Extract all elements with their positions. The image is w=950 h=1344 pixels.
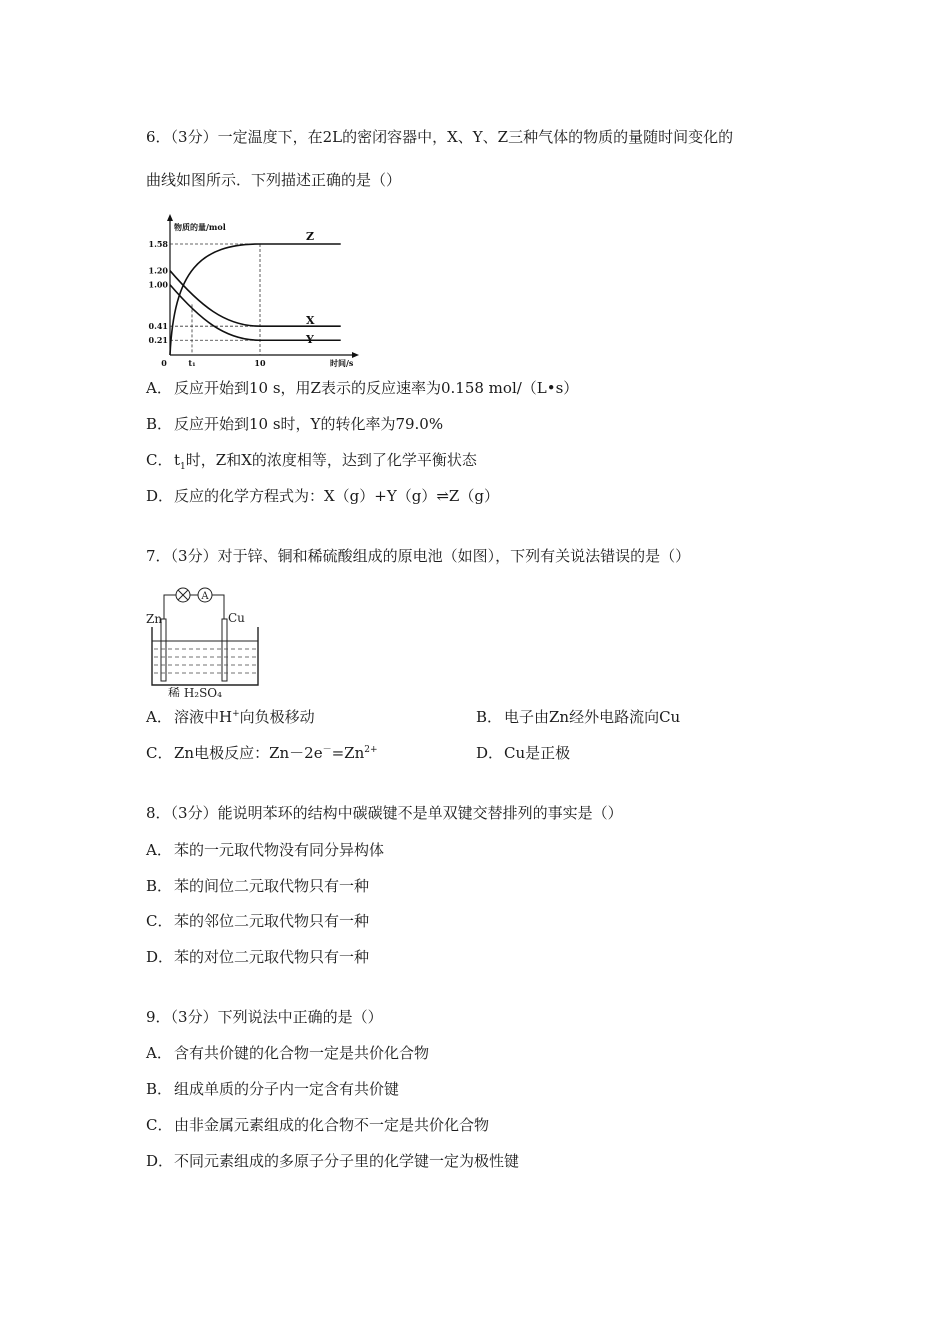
q7-galvanic-cell-figure (146, 585, 266, 697)
q6-option-b: B． 反应开始到10 s时，Y的转化率为79.0% (146, 415, 444, 433)
q7-stem: 7．（3分）对于锌、铜和稀硫酸组成的原电池（如图），下列有关说法错误的是（） (146, 547, 691, 565)
y-axis-arrow (167, 214, 173, 221)
x-tick-label: 10 (254, 358, 266, 368)
y-tick-label: 0.41 (148, 321, 168, 332)
electrolyte-label: 稀 H₂SO₄ (168, 686, 222, 697)
x-tick-label: t₁ (188, 358, 196, 368)
series-line-z (170, 244, 341, 355)
q9-option-d: D．不同元素组成的多原子分子里的化学键一定为极性键 (146, 1152, 520, 1170)
series-line-y (170, 285, 341, 341)
series-label-x: X (306, 314, 315, 328)
y-axis-label: 物质的量/mol (174, 222, 226, 232)
q7-option-b: B． 电子由Zn经外电路流向Cu (476, 708, 681, 726)
q9-stem: 9．（3分）下列说法中正确的是（） (146, 1008, 383, 1026)
q7-option-d: D．Cu是正极 (476, 744, 571, 762)
cu-label: Cu (228, 611, 245, 625)
q6-chart (146, 210, 366, 370)
q6-stem-line1: 6．（3分）一定温度下，在2L的密闭容器中，X、Y、Z三种气体的物质的量随时间变化的 (146, 128, 734, 146)
series-label-z: Z (306, 230, 315, 243)
series-line-x (170, 271, 341, 327)
q7-option-c: C． Zn电极反应：$Zn-2e^-=Zn^{2+}$ (146, 744, 378, 762)
series-label-y: Y (306, 333, 314, 347)
x-tick-label: 0 (161, 358, 167, 368)
q8-option-c: C． 苯的邻位二元取代物只有一种 (146, 912, 370, 930)
svg-text:A: A (201, 591, 209, 602)
zn-label: Zn (146, 612, 163, 626)
cu-electrode (222, 619, 227, 681)
y-tick-label: 1.20 (148, 265, 168, 276)
q6-option-d: D．反应的化学方程式为：X（g）+Y（g）⇌Z（g） (146, 487, 499, 505)
y-tick-label: 0.21 (148, 335, 168, 346)
x-axis-label: 时间/s (330, 358, 354, 368)
q8-option-a: A． 苯的一元取代物没有同分异构体 (146, 841, 385, 859)
q8-stem: 8．（3分）能说明苯环的结构中碳碳键不是单双键交替排列的事实是（） (146, 804, 623, 822)
q8-option-b: B． 苯的间位二元取代物只有一种 (146, 877, 370, 895)
q6-option-a: A． 反应开始到10 s，用Z表示的反应速率为0.158 mol/（L•s） (146, 379, 579, 397)
q6-option-c: C． $t_1$时，Z和X的浓度相等，达到了化学平衡状态 (146, 451, 477, 472)
y-tick-label: 1.00 (148, 279, 168, 290)
q7-option-a: A． 溶液中H+向负极移动 (146, 708, 315, 726)
q9-option-c: C． 由非金属元素组成的化合物不一定是共价化合物 (146, 1116, 490, 1134)
y-tick-label: 1.58 (148, 239, 168, 249)
q6-stem-line2: 曲线如图所示．下列描述正确的是（） (146, 171, 402, 189)
q9-option-a: A． 含有共价键的化合物一定是共价化合物 (146, 1044, 430, 1062)
zn-electrode (161, 619, 166, 681)
beaker (152, 627, 258, 685)
q8-option-d: D．苯的对位二元取代物只有一种 (146, 948, 370, 966)
q9-option-b: B． 组成单质的分子内一定含有共价键 (146, 1080, 400, 1098)
